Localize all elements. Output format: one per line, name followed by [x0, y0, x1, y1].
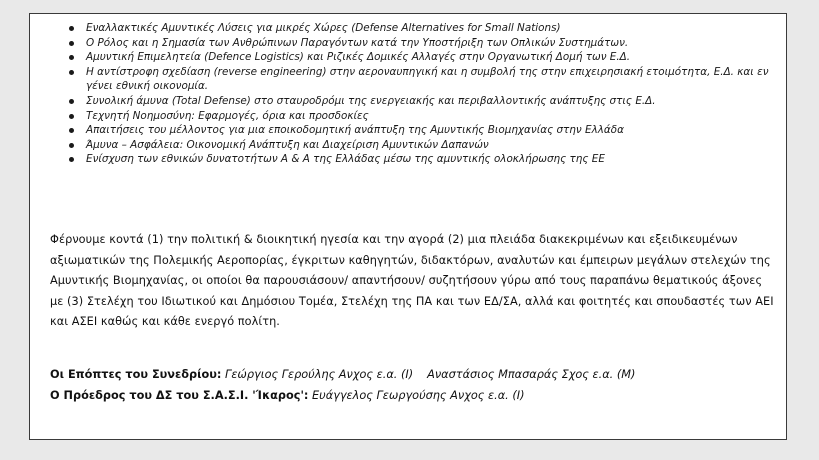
document-card	[29, 13, 787, 440]
supervisors-label: Οι Επόπτες του Συνεδρίου:	[50, 368, 222, 381]
topic-text: Συνολική άμυνα (Total Defense) στο σταυροδρόμι της ενεργειακής και περιβαλλοντικής ανάπτυξης στις Ε.Δ.	[86, 94, 656, 107]
bullet-icon	[69, 41, 74, 46]
topic-text: Ενίσχυση των εθνικών δυνατοτήτων Α & Α της Ελλάδας μέσω της αμυντικής ολοκλήρωσης της ΕΕ	[86, 153, 605, 166]
bullet-icon	[69, 157, 74, 162]
list-item	[68, 123, 778, 138]
list-item	[68, 152, 778, 167]
topic-text: Αμυντική Επιμελητεία (Defence Logistics) και Ριζικές Δομικές Αλλαγές στην Οργανωτική Δομή των Ε.Δ.	[86, 51, 631, 64]
list-item	[68, 21, 778, 36]
topic-text: Η αντίστροφη σχεδίαση (reverse engineering) στην αεροναυπηγική και η συμβολή της στην επιχειρησιακή ετοιμότητα, Ε.Δ. και εν γένει εθνική οικονομία.	[86, 65, 769, 93]
president-name: Ευάγγελος Γεωργούσης Ανχος ε.α. (Ι)	[312, 389, 525, 402]
topic-text: Ο Ρόλος και η Σημασία των Ανθρώπινων Παραγόντων κατά την Υποστήριξη των Οπλικών Συστημάτων.	[86, 36, 629, 49]
topic-text: Άμυνα – Ασφάλεια: Οικονομική Ανάπτυξη και Διαχείριση Αμυντικών Δαπανών	[86, 138, 489, 151]
supervisor-name: Γεώργιος Γερούλης Ανχος ε.α. (Ι)	[225, 368, 414, 381]
intro-paragraph: Φέρνουμε κοντά (1) την πολιτική & διοικητική ηγεσία και την αγορά (2) μια πλειάδα διακεκριμένων και εξειδικευμένων αξιωματικών της Πολεμικής Αεροπορίας, έγκριτων καθηγητών, διδακτόρων, αναλυτών και έμπειρων μεγάλων στελεχών της Αμυντικής Βιομηχανίας, οι οποίοι θα παρουσιάσουν/ απαντήσουν/ συζητήσουν γύρω από τους παραπάνω θεματικούς άξονες με (3) Στελέχη του Ιδιωτικού και Δημόσιου Τομέα, Στελέχη της ΠΑ και των ΕΔ/ΣΑ, αλλά και φοιτητές και σπουδαστές των ΑΕΙ και ΑΣΕΙ καθώς και κάθε ενεργό πολίτη.	[50, 233, 774, 328]
bullet-icon	[69, 70, 74, 75]
list-item	[68, 109, 778, 124]
list-item	[68, 50, 778, 65]
bullet-icon	[69, 55, 74, 60]
president-label: Ο Πρόεδρος του ΔΣ του Σ.Α.Σ.Ι. 'Ίκαρος':	[50, 389, 309, 402]
supervisor-name: Αναστάσιος Μπασαράς Σχος ε.α. (Μ)	[427, 368, 636, 381]
list-item	[68, 36, 778, 51]
topic-text: Τεχνητή Νοημοσύνη: Εφαρμογές, όρια και προσδοκίες	[86, 109, 369, 122]
credits	[50, 364, 775, 406]
list-item	[68, 94, 778, 109]
bullet-icon	[69, 114, 74, 119]
bullet-icon	[69, 99, 74, 104]
topics-list	[30, 21, 778, 167]
bullet-icon	[69, 26, 74, 31]
topic-text: Απαιτήσεις του μέλλοντος για μια εποικοδομητική ανάπτυξη της Αμυντικής Βιομηχανίας στην Ελλάδα	[86, 124, 624, 137]
list-item	[68, 65, 778, 94]
topic-text: Εναλλακτικές Αμυντικές Λύσεις για μικρές Χώρες (Defense Alternatives for Small Nations)	[86, 22, 561, 34]
president-line	[50, 385, 775, 406]
bullet-icon	[69, 128, 74, 133]
list-item	[68, 138, 778, 153]
supervisors-line	[50, 364, 775, 385]
bullet-icon	[69, 143, 74, 148]
